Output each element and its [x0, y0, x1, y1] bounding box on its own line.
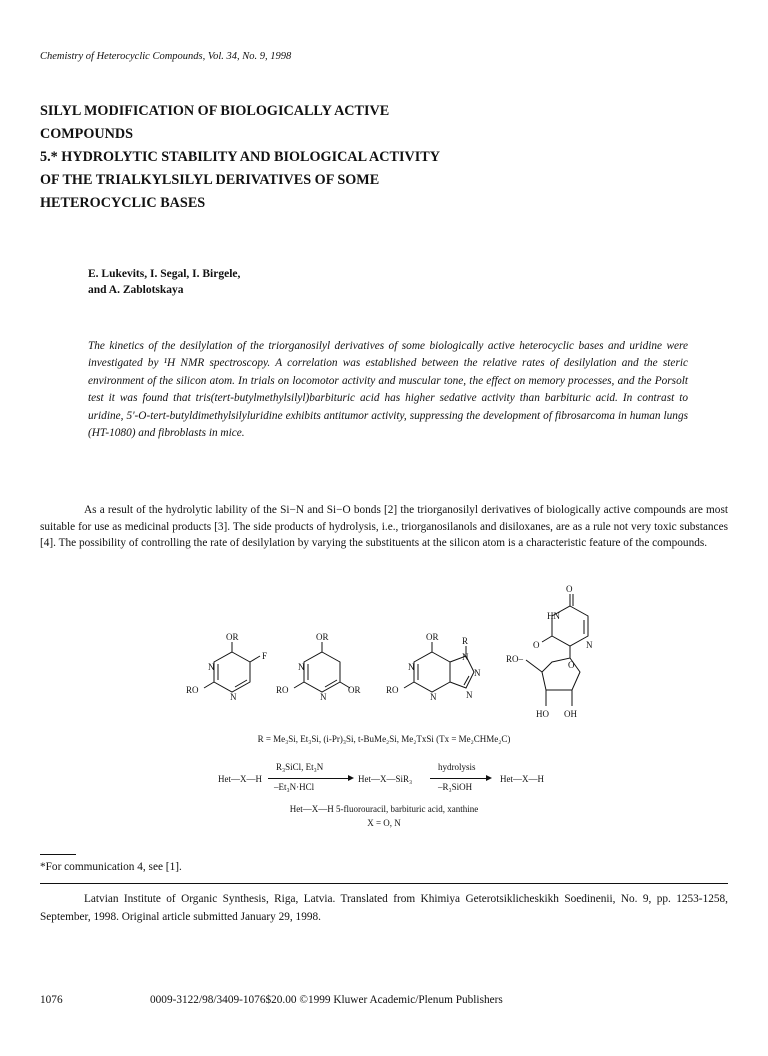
footnote: *For communication 4, see [1].: [40, 861, 182, 873]
chemical-structures-figure: [150, 580, 610, 730]
author-line: and A. Zablotskaya: [88, 284, 184, 296]
r-definition: R = Me₃Si, Et₃Si, (i-Pr)₃Si, t-BuMe₂Si, Me₂TxSi (Tx = Me₂CHMe₂C): [257, 734, 511, 744]
abstract: The kinetics of the desilylation of the triorganosilyl derivatives of some biologically active heterocyclic bases and uridine were investigated by ¹H NMR spectroscopy. A correlation was established between the relative rates of desilylation and the steric environment of the silicon atom. In trials on locomotor activity and muscular tone, the effect on memory processes, and the Porsolt test it was found that tris(tert-butylmethylsilyl)barbituric acid has higher sedative activity than barbituric acid. In contrast to uridine, 5'-O-tert-butyldimethylsilyluridine exhibits antitumor activity, suppressing the development of fibrosarcoma in human lungs (HT-1080) and fibroblasts in mice.: [88, 340, 688, 440]
authors: [88, 266, 240, 298]
label-n: N: [320, 692, 327, 702]
label-o: O: [533, 640, 540, 650]
label-n: N: [466, 690, 473, 700]
pyrimidine-ring-1: [214, 652, 250, 692]
label-ro: RO: [276, 685, 289, 695]
label-f: F: [262, 651, 268, 661]
label-ho: HO: [536, 709, 549, 719]
label-o: O: [566, 584, 573, 594]
x-definition: X = O, N: [367, 818, 401, 828]
label-oh: OH: [564, 709, 577, 719]
hydrolysis-label: hydrolysis: [438, 762, 476, 772]
reagent-bottom: –Et₃N·HCl: [274, 782, 315, 792]
title-line: COMPOUNDS: [40, 126, 134, 142]
affiliation: Latvian Institute of Organic Synthesis, Riga, Latvia. Translated from Khimiya Geterotsiklicheskikh Soedinenii, No. 9, pp. 1253-1258, September, 1998. Original article submitted January 29, 1998.: [40, 893, 728, 923]
title-line: SILYL MODIFICATION OF BIOLOGICALLY ACTIVE: [40, 103, 390, 119]
label-hn: HN: [547, 611, 560, 621]
footnote-divider: [40, 854, 76, 855]
author-line: E. Lukevits, I. Segal, I. Birgele,: [88, 268, 241, 280]
label-n: N: [430, 692, 437, 702]
purine-ring: [414, 652, 450, 692]
label-or: OR: [426, 632, 439, 642]
label-n: N: [408, 662, 415, 672]
affiliation-divider: [40, 883, 728, 884]
reaction-scheme: [218, 760, 598, 800]
label-or: OR: [348, 685, 361, 695]
label-or: OR: [226, 632, 239, 642]
label-n: N: [298, 662, 305, 672]
label-ro: RO–: [506, 654, 524, 664]
label-o: O: [568, 660, 575, 670]
label-n: N: [230, 692, 237, 702]
label-n: N: [474, 668, 481, 678]
reaction-arrow-1: [268, 778, 352, 779]
pyrimidine-ring-2: [304, 652, 340, 692]
reactant: Het—X—H: [218, 774, 262, 784]
label-ro: RO: [386, 685, 399, 695]
reagent-top: R₃SiCl, Et₃N: [276, 762, 324, 772]
reaction-arrow-2: [430, 778, 490, 779]
body-paragraph: As a result of the hydrolytic lability of the Si−N and Si−O bonds [2] the triorganosilyl derivatives of biologically active compounds are most suitable for use as medicinal products [3]. The side products of hydrolysis, i.e., triorganosilanols and disiloxanes, are as a rule not very toxic substances [4]. The possibility of controlling the rate of desilylation by varying the substituents at the silicon atom is a characteristic feature of the compounds.: [40, 504, 728, 549]
title-line: HETEROCYCLIC BASES: [40, 195, 206, 211]
title-line: 5.* HYDROLYTIC STABILITY AND BIOLOGICAL ACTIVITY: [40, 149, 440, 165]
label-r: R: [462, 636, 469, 646]
copyright-line: 0009-3122/98/3409-1076$20.00 ©1999 Kluwer Academic/Plenum Publishers: [150, 994, 503, 1006]
journal-header: Chemistry of Heterocyclic Compounds, Vol. 34, No. 9, 1998: [40, 51, 292, 62]
het-definition: Het—X—H 5-fluorouracil, barbituric acid, xanthine: [289, 804, 479, 814]
page-number: 1076: [40, 994, 63, 1006]
title-line: OF THE TRIALKYLSILYL DERIVATIVES OF SOME: [40, 172, 380, 188]
article-title: [40, 100, 680, 215]
intermediate: Het—X—SiR₃: [358, 774, 413, 784]
hydrolysis-byproduct: –R₃SiOH: [438, 782, 473, 792]
label-n: N: [208, 662, 215, 672]
label-or: OR: [316, 632, 329, 642]
label-n: N: [462, 652, 469, 662]
label-n: N: [586, 640, 593, 650]
label-ro: RO: [186, 685, 199, 695]
product: Het—X—H: [500, 774, 544, 784]
